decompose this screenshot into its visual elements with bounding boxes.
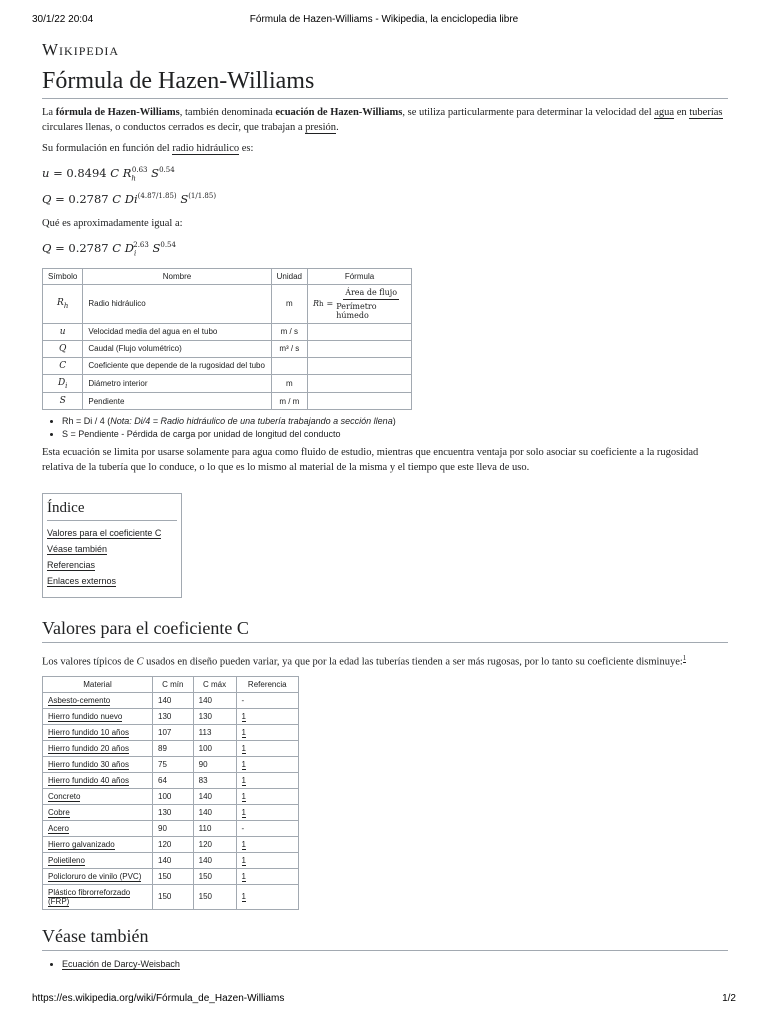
reference-cell[interactable]: 1 bbox=[236, 852, 298, 868]
table-of-contents bbox=[42, 493, 182, 598]
list-item: • S = Pendiente - Pérdida de carga por unidad de longitud del conducto bbox=[62, 429, 728, 439]
link-presion[interactable]: presión bbox=[305, 122, 337, 133]
reference-link[interactable]: 1 bbox=[682, 654, 687, 663]
reference-cell[interactable]: 1 bbox=[236, 740, 298, 756]
link-agua[interactable]: agua bbox=[654, 107, 675, 118]
unit-cell: m bbox=[271, 374, 307, 393]
material-cell[interactable]: Plástico fibrorreforzado (FRP) bbox=[43, 884, 153, 909]
toc-item[interactable]: Véase también bbox=[47, 544, 108, 555]
formula-cell bbox=[308, 374, 412, 393]
table-row bbox=[43, 836, 299, 852]
name-cell: Pendiente bbox=[83, 393, 271, 410]
print-url: https://es.wikipedia.org/wiki/Fórmula_de_Hazen-Williams bbox=[32, 993, 285, 1004]
cmax-cell: 140 bbox=[193, 788, 236, 804]
table-row bbox=[43, 868, 299, 884]
material-cell[interactable]: Hierro fundido 10 años bbox=[43, 724, 153, 740]
symbol-table bbox=[42, 268, 412, 411]
print-footer bbox=[32, 993, 736, 1004]
table-row bbox=[43, 284, 412, 323]
cmax-cell: 140 bbox=[193, 692, 236, 708]
col-header: C mín bbox=[153, 676, 194, 692]
formulation-paragraph: Su formulación en función del radio hidráulico es: bbox=[42, 143, 254, 154]
reference-cell: - bbox=[236, 820, 298, 836]
cmax-cell: 113 bbox=[193, 724, 236, 740]
section-heading-see-also: Véase también bbox=[42, 926, 728, 951]
cmax-cell: 90 bbox=[193, 756, 236, 772]
link-tuberias[interactable]: tuberías bbox=[689, 107, 723, 118]
cmax-cell: 83 bbox=[193, 772, 236, 788]
table-row bbox=[43, 772, 299, 788]
unit-cell: m bbox=[271, 284, 307, 323]
fraction: Área de flujo Perímetro húmedo bbox=[336, 287, 398, 320]
table-row bbox=[43, 884, 299, 909]
reference-cell[interactable]: 1 bbox=[236, 708, 298, 724]
table-header-row bbox=[43, 676, 299, 692]
formula-velocity: u = 0.8494 C $R_h^{0.63}$ $S^{0.54}$ bbox=[42, 166, 175, 183]
reference-cell[interactable]: 1 bbox=[236, 836, 298, 852]
col-header: C máx bbox=[193, 676, 236, 692]
toc-title: Índice bbox=[47, 500, 177, 521]
symbol-cell: u bbox=[43, 323, 83, 340]
name-cell: Caudal (Flujo volumétrico) bbox=[83, 340, 271, 357]
reference-cell: - bbox=[236, 692, 298, 708]
table-row bbox=[43, 357, 412, 374]
symbol-cell: $R_h$ bbox=[43, 284, 83, 323]
cmax-cell: 100 bbox=[193, 740, 236, 756]
toc-item[interactable]: Valores para el coeficiente C bbox=[47, 528, 162, 539]
name-cell: Radio hidráulico bbox=[83, 284, 271, 323]
wikipedia-logo[interactable] bbox=[42, 40, 728, 60]
table-header-row bbox=[43, 268, 412, 284]
print-page-number: 1/2 bbox=[722, 993, 736, 1004]
section-heading-coef: Valores para el coeficiente C bbox=[42, 618, 728, 643]
col-header: Material bbox=[43, 676, 153, 692]
article-page bbox=[42, 40, 728, 975]
table-row bbox=[43, 804, 299, 820]
material-cell[interactable]: Cobre bbox=[43, 804, 153, 820]
table-row bbox=[43, 323, 412, 340]
material-cell[interactable]: Hierro fundido 30 años bbox=[43, 756, 153, 772]
material-cell[interactable]: Concreto bbox=[43, 788, 153, 804]
symbol-cell: C bbox=[43, 357, 83, 374]
cmin-cell: 100 bbox=[153, 788, 194, 804]
reference-cell[interactable]: 1 bbox=[236, 772, 298, 788]
cmax-cell: 120 bbox=[193, 836, 236, 852]
logo-wordmark: Wikipedia bbox=[42, 40, 120, 59]
cmin-cell: 64 bbox=[153, 772, 194, 788]
table-row bbox=[43, 340, 412, 357]
symbol-cell: Q bbox=[43, 340, 83, 357]
col-header: Nombre bbox=[83, 268, 271, 284]
link-radio-hidraulico[interactable]: radio hidráulico bbox=[172, 143, 240, 154]
table-row bbox=[43, 692, 299, 708]
coefficient-table bbox=[42, 676, 299, 910]
name-cell: Diámetro interior bbox=[83, 374, 271, 393]
cmin-cell: 130 bbox=[153, 708, 194, 724]
col-header: Símbolo bbox=[43, 268, 83, 284]
cmin-cell: 130 bbox=[153, 804, 194, 820]
reference-cell[interactable]: 1 bbox=[236, 724, 298, 740]
bold-term: fórmula de Hazen-Williams bbox=[55, 107, 180, 118]
name-cell: Velocidad media del agua en el tubo bbox=[83, 323, 271, 340]
unit-cell: m³ / s bbox=[271, 340, 307, 357]
col-header: Unidad bbox=[271, 268, 307, 284]
cmax-cell: 140 bbox=[193, 804, 236, 820]
table-row bbox=[43, 788, 299, 804]
toc-item[interactable]: Referencias bbox=[47, 560, 96, 571]
page-title: Fórmula de Hazen-Williams bbox=[42, 68, 728, 99]
symbol-cell: $D_i$ bbox=[43, 374, 83, 393]
cmax-cell: 110 bbox=[193, 820, 236, 836]
table-row bbox=[43, 820, 299, 836]
table-row bbox=[43, 740, 299, 756]
table-row bbox=[43, 374, 412, 393]
cmin-cell: 150 bbox=[153, 884, 194, 909]
print-header bbox=[32, 14, 736, 25]
see-also-link[interactable]: Ecuación de Darcy-Weisbach bbox=[62, 958, 180, 969]
material-cell[interactable]: Acero bbox=[43, 820, 153, 836]
reference-cell[interactable]: 1 bbox=[236, 804, 298, 820]
material-cell[interactable]: Polietileno bbox=[43, 852, 153, 868]
cmax-cell: 130 bbox=[193, 708, 236, 724]
material-cell[interactable]: Policloruro de vinilo (PVC) bbox=[43, 868, 153, 884]
material-cell[interactable]: Hierro fundido 20 años bbox=[43, 740, 153, 756]
formula-cell bbox=[308, 340, 412, 357]
formula-cell bbox=[308, 393, 412, 410]
bold-term: ecuación de Hazen-Williams bbox=[275, 107, 403, 118]
formula-flow: Q = 0.2787 C $Di^{(4.87/1.85)}$ $S^{(1/1.85)}$ bbox=[42, 192, 217, 207]
approx-paragraph: Qué es aproximadamente igual a: bbox=[42, 218, 183, 230]
cmax-cell: 140 bbox=[193, 852, 236, 868]
limit-paragraph: Esta ecuación se limita por usarse solamente para agua como fluido de estudio, mientras que encuentra ventaja por solo asociar su coeficiente a la rugosidad relativa de la tubería que lo conduce, o lo que es lo mismo al material de la misma y el tiempo que este lleva de uso. bbox=[42, 447, 699, 474]
cmin-cell: 140 bbox=[153, 692, 194, 708]
unit-cell: m / m bbox=[271, 393, 307, 410]
notes-list bbox=[42, 416, 728, 439]
formula-cell bbox=[308, 357, 412, 374]
col-header: Referencia bbox=[236, 676, 298, 692]
toc-item[interactable]: Enlaces externos bbox=[47, 576, 117, 587]
cmax-cell: 150 bbox=[193, 868, 236, 884]
cmin-cell: 150 bbox=[153, 868, 194, 884]
unit-cell bbox=[271, 357, 307, 374]
list-item: • Rh = Di / 4 (Nota: Di/4 = Radio hidráulico de una tubería trabajando a sección llena) bbox=[62, 416, 728, 426]
table-row bbox=[43, 756, 299, 772]
reference-cell[interactable]: 1 bbox=[236, 756, 298, 772]
formula-flow-approx: Q = 0.2787 C $D_i^{2.63}$ $S^{0.54}$ bbox=[42, 241, 176, 258]
cmin-cell: 120 bbox=[153, 836, 194, 852]
reference-cell[interactable]: 1 bbox=[236, 868, 298, 884]
table-row bbox=[43, 724, 299, 740]
reference-cell[interactable]: 1 bbox=[236, 884, 298, 909]
reference-cell[interactable]: 1 bbox=[236, 788, 298, 804]
formula-cell: R h = Área de flujo Perímetro húmedo bbox=[308, 284, 412, 323]
list-item bbox=[62, 959, 728, 969]
table-row bbox=[43, 708, 299, 724]
cmin-cell: 90 bbox=[153, 820, 194, 836]
symbol-cell: S bbox=[43, 393, 83, 410]
cmin-cell: 75 bbox=[153, 756, 194, 772]
col-header: Fórmula bbox=[308, 268, 412, 284]
coef-paragraph: Los valores típicos de C usados en diseño pueden variar, ya que por la edad las tuberías tienden a ser más rugosas, por lo tanto su coeficiente disminuye:$^1$ bbox=[42, 654, 687, 668]
print-datetime: 30/1/22 20:04 bbox=[32, 14, 94, 25]
cmin-cell: 107 bbox=[153, 724, 194, 740]
formula-cell bbox=[308, 323, 412, 340]
table-row bbox=[43, 393, 412, 410]
material-cell[interactable]: Asbesto-cemento bbox=[43, 692, 153, 708]
cmax-cell: 150 bbox=[193, 884, 236, 909]
cmin-cell: 89 bbox=[153, 740, 194, 756]
table-row bbox=[43, 852, 299, 868]
material-cell[interactable]: Hierro galvanizado bbox=[43, 836, 153, 852]
intro-paragraph: La fórmula de Hazen-Williams, también denominada ecuación de Hazen-Williams, se utiliza particularmente para determinar la velocidad del agua en tuberías circulares llenas, o conductos cerrados es decir, que trabajan a presión. bbox=[42, 107, 723, 133]
unit-cell: m / s bbox=[271, 323, 307, 340]
see-also-list bbox=[42, 959, 728, 969]
print-title: Fórmula de Hazen-Williams - Wikipedia, la enciclopedia libre bbox=[249, 14, 519, 25]
name-cell: Coeficiente que depende de la rugosidad del tubo bbox=[83, 357, 271, 374]
material-cell[interactable]: Hierro fundido nuevo bbox=[43, 708, 153, 724]
cmin-cell: 140 bbox=[153, 852, 194, 868]
material-cell[interactable]: Hierro fundido 40 años bbox=[43, 772, 153, 788]
